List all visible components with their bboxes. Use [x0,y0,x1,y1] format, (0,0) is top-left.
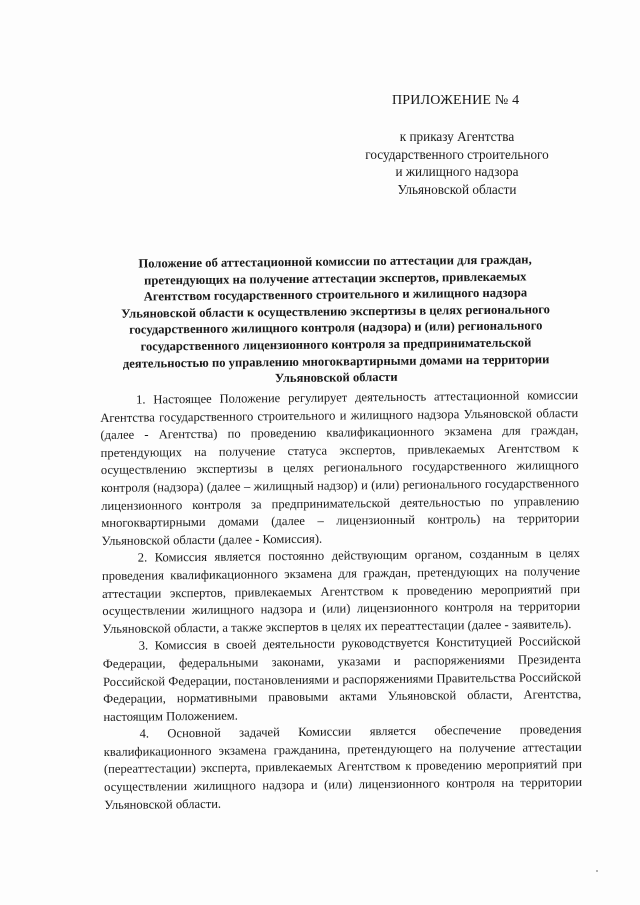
paragraph-2: 2. Комиссия является постоянно действующим органом, созданным в целях проведения квалификационного экзамена для граждан, претендующих на получение аттестации экспертов, привлекаемых Агентством к проведению мероприятий при осуществлении жилищного надзора и (или) лицензионного контроля на территории Ульяновской области, а также экспертов в целях их переаттестации (далее - заявитель). [101,546,581,636]
paragraph-1: 1. Настоящее Положение регулирует деятельность аттестационной комиссии Агентства государственного строительного и жилищного надзора Ульяновской области (далее - Агентства) по проведению квалификационного экзамена для граждан, претендующих на получение статуса экспертов, привлекаемых Агентством к осуществлению экспертизы в целях регионального государственного жилищного контроля (надзора) (далее – жилищный надзор) и (или) регионального государственного лицензионного контроля за предпринимательской деятельностью по управлению многоквартирными домами (далее – лицензионный контроль) на территории Ульяновской области (далее - Комиссия). [100,387,580,548]
paragraph-4: 4. Основной задачей Комиссии является обеспечение проведения квалификационного экзамена гражданина, претендующего на получение аттестации (переаттестации) эксперта, привлекаемых Агентством к проведению мероприятий при осуществлении жилищного надзора и (или) лицензионного контроля на территории Ульяновской области. [103,722,583,812]
title-line: Ульяновской области [274,370,398,386]
title-line: государственного лицензионного контроля за предпринимательской [140,335,532,354]
title-line: Положение об аттестационной комиссии по аттестации для граждан, [138,252,532,271]
appendix-heading: ПРИЛОЖЕНИЕ № 4 [392,93,520,108]
paragraph-3: 3. Комиссия в своей деятельности руководствуется Конституцией Российской Федерации, федеральными законами, указами и распоряжениями Президента Российской Федерации, постановлениями и распоряжениями Правительства Российской Федерации, нормативными правовыми актами Ульяновской области, Агентства, настоящим Положением. [102,634,582,724]
document-title [96,251,575,389]
order-reference-line: государственного строительного [365,146,549,162]
order-reference-line: и жилищного надзора [395,164,519,179]
title-line: претендующих на получение аттестации экспертов, привлекаемых [143,269,527,288]
title-line: Агентством государственного строительного и жилищного надзора [143,285,528,304]
document-body [100,387,582,814]
order-reference [350,128,564,198]
title-line: государственного жилищного контроля (надзора) и (или) регионального [129,318,543,338]
title-line: деятельностью по управлению многоквартирными домами на территории [122,351,550,371]
order-reference-line: к приказу Агентства [399,129,515,144]
scan-artifact [596,870,598,872]
title-line: Ульяновской области к осуществлению экспертизы в целях регионального [121,302,550,321]
order-reference-line: Ульяновской области [397,181,517,197]
